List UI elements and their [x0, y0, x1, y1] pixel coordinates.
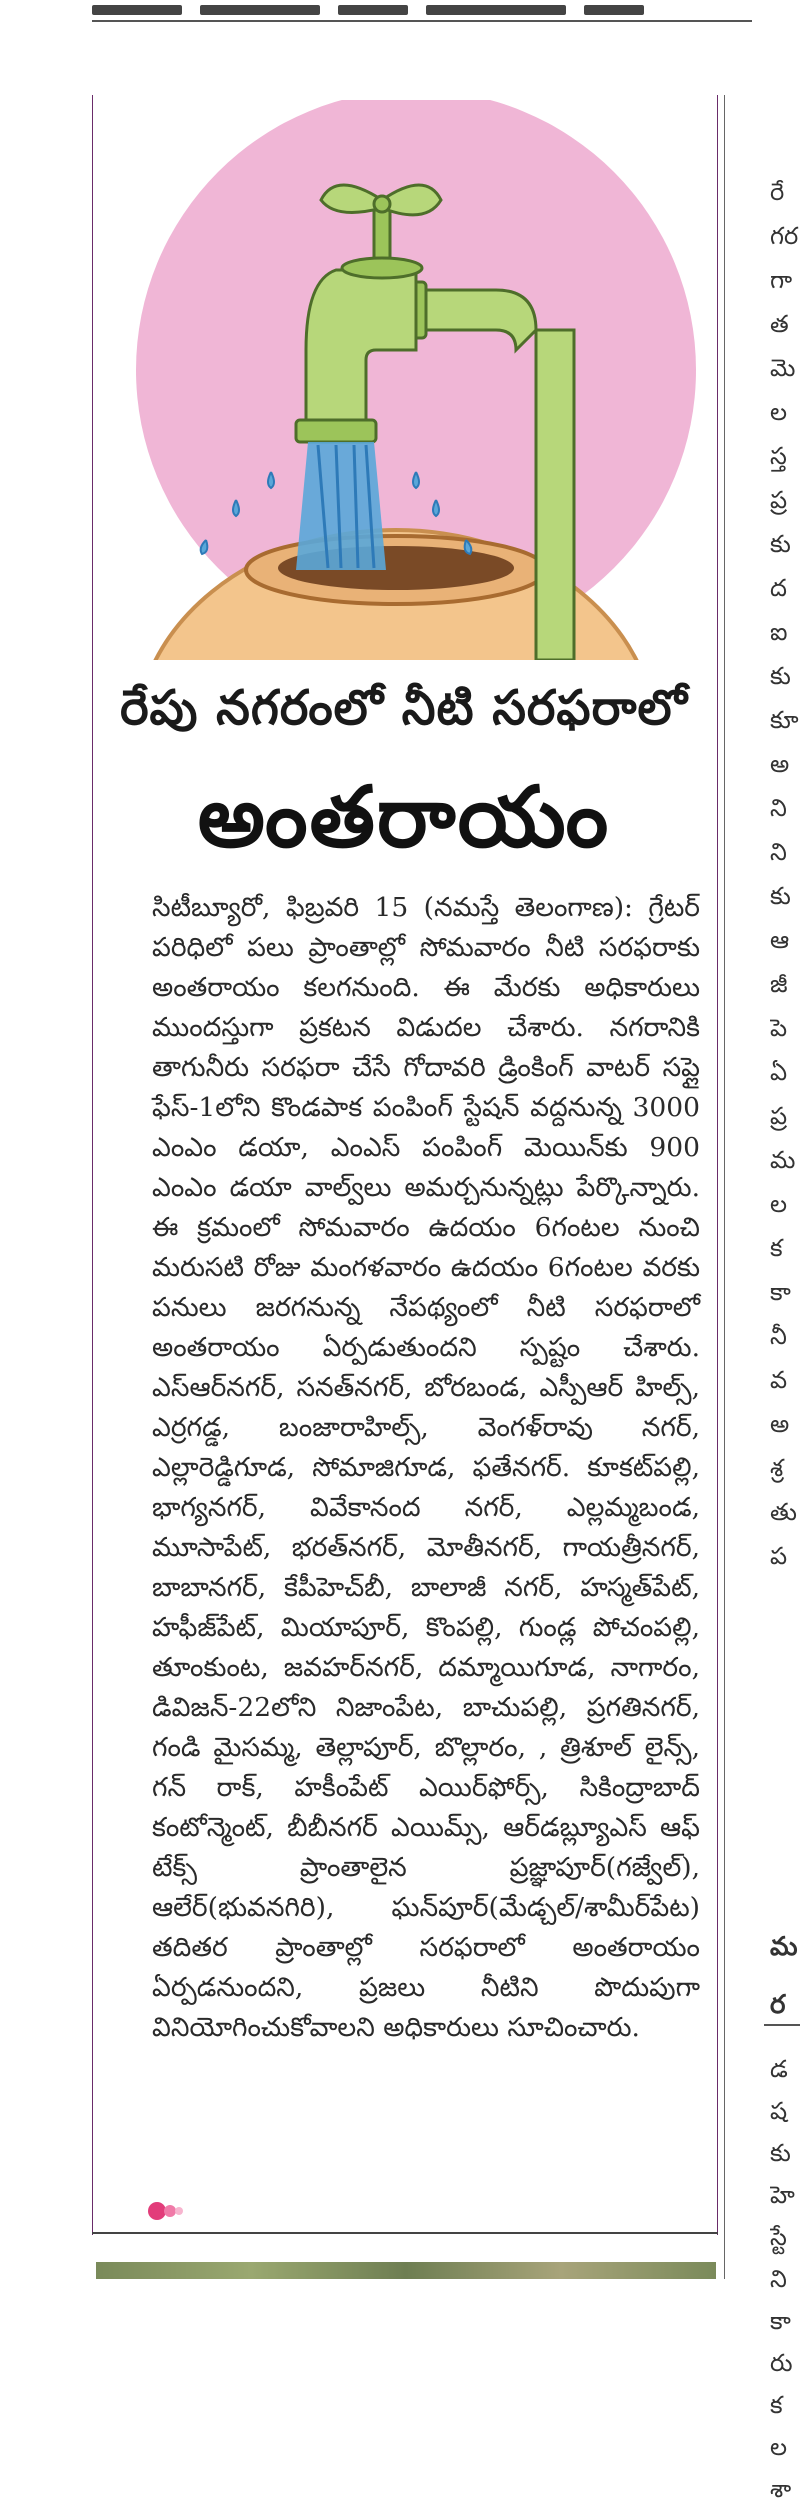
adjacent-rule: [764, 2024, 800, 2026]
article-frame-bottom: [92, 2232, 718, 2234]
water-tap-illustration: [96, 100, 712, 660]
water-tap-icon: [96, 100, 712, 660]
previous-article-strip: [92, 0, 752, 18]
article-body: [112, 888, 700, 2048]
adjacent-column-text: రే గర గా త మె ల స్త ప్ర కు ద ఐ కు కూ అ ని ని కు ఆ జీ పె ఏ ప్ర మ ల క కా నీ వ అ శ్ర తు ప: [770, 178, 799, 1570]
column-divider: [724, 95, 725, 2279]
headline-line-1: రేపు నగరంలో నీటి సరఫరాలో: [120, 680, 688, 736]
headline-line-2: అంతరాయం: [197, 768, 611, 866]
adjacent-subheading-2: ర: [770, 1990, 786, 2020]
top-rule: [92, 20, 752, 22]
adjacent-column-text-2: డ ష కు హె స్టే ని కా రు క ల శా: [770, 2055, 795, 2503]
adjacent-subheading-1: మ: [770, 1932, 798, 1962]
next-article-photo: [96, 2262, 716, 2279]
lead-paragraph: సిటీబ్యూరో, ఫిబ్రవరి 15 (నమస్తే తెలంగాణ): గ్రేటర్ పరిధిలో పలు ప్రాంతాల్లో సోమవారం నీటి సరఫరాకు అంతరాయం కలగనుంది. ఈ మేరకు అధికారులు ముందస్తుగా ప్రకటన విడుదల చేశారు. నగరానికి తాగునీరు సరఫరా చేసే గోదావరి డ్రింకింగ్ వాటర్ సప్లై ఫేస్-1లోని కొండపాక పంపింగ్ స్టేషన్ వద్దనున్న 3000 ఎంఎం డయా, ఎంఎస్ పంపింగ్ మెయిన్‌కు 900 ఎంఎం డయా వాల్వ్‌లు అమర్చనున్నట్లు పేర్కొన్నారు. ఈ క్రమంలో సోమవారం ఉదయం 6గంటల నుంచి మరుసటి రోజు మంగళవారం ఉదయం 6గంటల వరకు పనులు జరగనున్న నేపథ్యంలో నీటి సరఫరాలో అంతరాయం ఏర్పడుతుందని స్పష్టం చేశారు. ఎస్ఆర్‌నగర్, సనత్‌నగర్, బోరబండ, ఎస్పీఆర్ హిల్స్, ఎర్రగడ్డ, బంజారాహిల్స్, వెంగళ్‌రావు నగర్, ఎల్లారెడ్డిగూడ, సోమాజిగూడ, ఫతేనగర్. కూకట్‌పల్లి, భాగ్యనగర్, వివేకానంద నగర్, ఎల్లమ్మబండ, మూసాపేట్, భరత్‌నగర్, మోతీనగర్, గాయత్రీనగర్, బాబానగర్, కేపీహెచ్‌బీ, బాలాజీ నగర్, హస్మత్‌పేట్, హఫీజ్‌పేట్, మియాపూర్, కొంపల్లి, గుండ్ల పోచంపల్లి, తూంకుంట, జవహర్‌నగర్, దమ్మాయిగూడ, నాగారం, డివిజన్-22లోని నిజాంపేట, బాచుపల్లి, ప్రగతినగర్, గండి మైసమ్మ, తెల్లాపూర్, బొల్లారం, , త్రిశూల్ లైన్స్, గన్ రాక్, హకీంపేట్ ఎయిర్‌ఫోర్స్, సికింద్రాబాద్ కంటోన్మెంట్, బీబీనగర్ ఎయిమ్స్, ఆర్‌డబ్ల్యూఎస్ ఆఫ్ టేక్స్ ప్రాంతాలైన ప్రజ్ఞాపూర్(గజ్వేల్), ఆలేర్(భువనగిరి), ఘన్‌పూర్(మేడ్చల్/శామీర్‌పేట) తదితర ప్రాంతాల్లో సరఫరాలో అంతరాయం ఏర్పడనుందని, ప్రజలు నీటిని పొదుపుగా వినియోగించుకోవాలని అధికారులు సూచించారు.: [152, 892, 700, 2043]
